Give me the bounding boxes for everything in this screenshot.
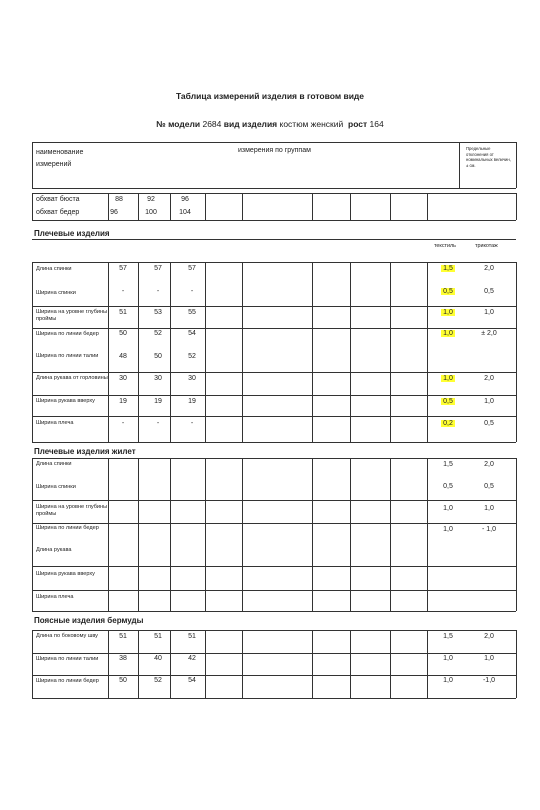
rule (312, 193, 313, 220)
rule (170, 193, 171, 220)
rule (32, 675, 516, 676)
row-value: 52 (154, 677, 162, 684)
tolerance-knit: 1,0 (484, 309, 494, 316)
rule (350, 458, 351, 611)
rule (32, 458, 33, 611)
rule (170, 262, 171, 442)
row-label: Ширина по линии талии (36, 656, 99, 662)
row-value: 19 (154, 398, 162, 405)
rule (205, 262, 206, 442)
rule (459, 142, 460, 188)
row-value: 19 (188, 398, 196, 405)
rule (32, 262, 33, 442)
rule (242, 262, 243, 442)
row-value: 54 (188, 330, 196, 337)
base-row-value: 92 (147, 196, 155, 203)
row-value: 30 (188, 375, 196, 382)
rule (32, 395, 516, 396)
rule (350, 262, 351, 442)
rule (32, 372, 516, 373)
rule (32, 653, 516, 654)
row-value: 52 (188, 353, 196, 360)
row-value: 38 (119, 655, 127, 662)
row-value: 50 (119, 677, 127, 684)
row-value: - (190, 420, 194, 427)
rule (427, 262, 428, 442)
rule (427, 458, 428, 611)
rule (516, 142, 517, 188)
tolerance-knit: 0,5 (484, 420, 494, 427)
rule (242, 193, 243, 220)
rule (205, 630, 206, 698)
tolerance-textile: 1,0 (443, 677, 453, 684)
section-title: Плечевые изделия жилет (34, 447, 136, 456)
row-value: 30 (154, 375, 162, 382)
tolerance-textile: 1,0 (443, 655, 453, 662)
rule (390, 262, 391, 442)
row-label: Ширина плеча (36, 420, 74, 426)
rule (32, 306, 516, 307)
rule (350, 193, 351, 220)
header-deviation: Предельные отклонения от номинальных величин, ± см. (466, 146, 511, 168)
tolerance-textile: 0,5 (441, 398, 455, 405)
rule (32, 523, 516, 524)
rule (32, 188, 516, 189)
row-value: 53 (154, 309, 162, 316)
rule (427, 193, 428, 220)
rule (516, 458, 517, 611)
tolerance-textile: 0,5 (443, 483, 453, 490)
row-label: Ширина по линии бедер (36, 331, 99, 337)
tol-header-textile: текстиль (434, 243, 456, 249)
row-label: Длина спинки (36, 461, 72, 467)
rule (32, 566, 516, 567)
header-name-line1: наименование (36, 149, 84, 156)
model-label: № модели (156, 119, 201, 129)
model-line (0, 119, 540, 129)
rule (32, 220, 516, 221)
tolerance-knit: 2,0 (484, 461, 494, 468)
rule (205, 193, 206, 220)
row-value: - (190, 288, 194, 295)
tolerance-textile: 0,2 (441, 420, 455, 427)
tolerance-knit: 2,0 (484, 265, 494, 272)
tolerance-knit: - 1,0 (481, 526, 496, 533)
base-row-value: 100 (145, 209, 157, 216)
tolerance-textile: 1,0 (441, 375, 455, 382)
rule (170, 630, 171, 698)
header-groups: измерения по группам (238, 147, 311, 154)
header-name-col (36, 147, 83, 171)
row-value: - (156, 288, 160, 295)
row-label: Ширина на уровне глубины проймы (36, 504, 108, 517)
row-label: Ширина спинки (36, 290, 76, 296)
row-value: 55 (188, 309, 196, 316)
row-value: 57 (188, 265, 196, 272)
rule (312, 630, 313, 698)
tolerance-knit: 1,0 (484, 655, 494, 662)
tolerance-knit: 2,0 (484, 375, 494, 382)
model-number: 2684 (202, 119, 222, 129)
rule (516, 193, 517, 220)
tolerance-knit: 1,0 (484, 505, 494, 512)
row-value: 54 (188, 677, 196, 684)
rule (108, 630, 109, 698)
row-label: Ширина по линии талии (36, 353, 99, 359)
tolerance-textile: 1,5 (441, 265, 455, 272)
rule (242, 458, 243, 611)
rule (390, 630, 391, 698)
rule (32, 142, 33, 188)
rule (350, 630, 351, 698)
tolerance-knit: 0,5 (484, 483, 494, 490)
rule (32, 458, 516, 459)
rule (32, 590, 516, 591)
row-value: 51 (188, 633, 196, 640)
row-label: Ширина рукава вверху (36, 571, 95, 577)
base-row-label: обхват бедер (36, 209, 80, 216)
rule (32, 500, 516, 501)
row-value: - (121, 420, 125, 427)
row-value: 51 (119, 309, 127, 316)
document-title: Таблица измерений изделия в готовом виде (175, 91, 365, 101)
section-title: Плечевые изделия (34, 229, 110, 238)
tolerance-textile: 1,0 (443, 526, 453, 533)
rule (138, 458, 139, 611)
row-value: 42 (188, 655, 196, 662)
row-label: Ширина по линии бедер (36, 678, 99, 684)
rule (138, 193, 139, 220)
rule (32, 328, 516, 329)
tolerance-knit: ± 2,0 (481, 330, 497, 337)
tolerance-textile: 1,0 (441, 330, 455, 337)
rule (427, 630, 428, 698)
rule (32, 193, 516, 194)
rule (32, 262, 516, 263)
rule (312, 262, 313, 442)
tolerance-knit: 1,0 (484, 398, 494, 405)
tolerance-knit: 2,0 (484, 633, 494, 640)
row-label: Длина рукава (36, 547, 72, 553)
base-row-value: 104 (179, 209, 191, 216)
row-value: 50 (154, 353, 162, 360)
tolerance-textile: 1,5 (443, 633, 453, 640)
row-value: 19 (119, 398, 127, 405)
rule (32, 630, 516, 631)
height-value: 164 (369, 119, 384, 129)
rule (242, 630, 243, 698)
rule (32, 142, 516, 143)
row-value: 51 (154, 633, 162, 640)
rule (108, 458, 109, 611)
rule (390, 458, 391, 611)
rule (205, 458, 206, 611)
rule (32, 630, 33, 698)
tol-header-knit: трикотаж (475, 243, 498, 249)
row-value: 52 (154, 330, 162, 337)
height-label: рост (348, 119, 368, 129)
row-value: 51 (119, 633, 127, 640)
tolerance-knit: 0,5 (484, 288, 494, 295)
row-label: Ширина на уровне глубины проймы (36, 309, 108, 322)
rule (138, 630, 139, 698)
row-value: 57 (119, 265, 127, 272)
rule (32, 442, 516, 443)
tolerance-textile: 1,0 (443, 505, 453, 512)
rule (32, 611, 516, 612)
rule (170, 458, 171, 611)
row-label: Ширина плеча (36, 594, 74, 600)
rule (32, 416, 516, 417)
row-label: Ширина по линии бедер (36, 525, 99, 531)
row-value: 40 (154, 655, 162, 662)
tolerance-knit: -1,0 (482, 677, 496, 684)
rule (312, 458, 313, 611)
base-row-value: 88 (115, 196, 123, 203)
rule (138, 262, 139, 442)
row-label: Ширина спинки (36, 484, 76, 490)
row-label: Длина спинки (36, 266, 72, 272)
row-value: - (121, 288, 125, 295)
base-row-value: 96 (181, 196, 189, 203)
rule (390, 193, 391, 220)
tolerance-textile: 1,0 (441, 309, 455, 316)
rule (32, 698, 516, 699)
rule (32, 193, 33, 220)
tolerance-textile: 0,5 (441, 288, 455, 295)
rule (32, 239, 516, 240)
rule (516, 262, 517, 442)
tolerance-textile: 1,5 (443, 461, 453, 468)
header-name-line2: измерений (36, 161, 72, 168)
rule (516, 630, 517, 698)
row-label: Ширина рукава вверху (36, 398, 95, 404)
kind-value: костюм женский (279, 119, 344, 129)
row-value: 30 (119, 375, 127, 382)
rule (108, 262, 109, 442)
row-label: Длина по боковому шву (36, 633, 98, 639)
base-row-value: 96 (110, 209, 118, 216)
base-row-label: обхват бюста (36, 196, 80, 203)
row-value: 48 (119, 353, 127, 360)
row-value: 57 (154, 265, 162, 272)
row-value: 50 (119, 330, 127, 337)
row-value: - (156, 420, 160, 427)
section-title: Поясные изделия бермуды (34, 616, 144, 625)
kind-label: вид изделия (223, 119, 278, 129)
row-label: Длина рукава от горловины (36, 375, 108, 381)
